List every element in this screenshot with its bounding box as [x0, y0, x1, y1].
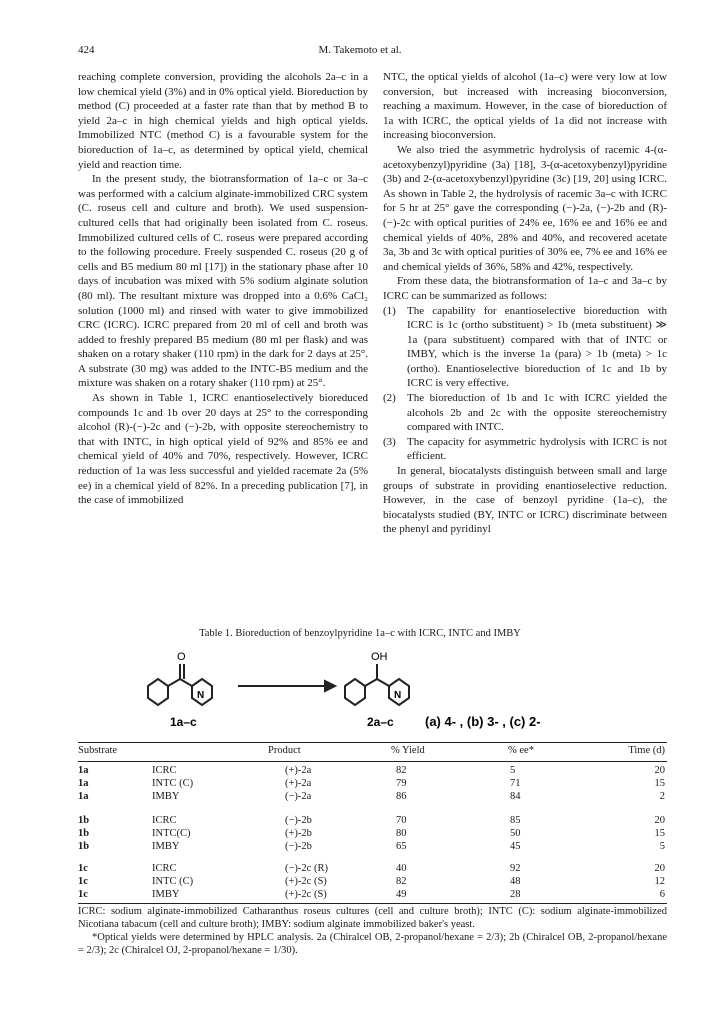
- right-paragraph-3: From these data, the biotransformation of 1a–c and 3a–c by ICRC can be summarized as follows:: [383, 275, 667, 302]
- cell-yield: 65: [396, 841, 407, 852]
- page-number: 424: [78, 44, 95, 56]
- list-item-number: (2): [383, 392, 396, 405]
- cell-substrate: 1b: [78, 828, 90, 839]
- table-footnote-abbreviations: ICRC: sodium alginate-immobilized Catharanthus roseus cultures (cell and culture broth); INTC (C): sodium alginate-immobilized Nicotiana tabacum (cell and culture broth); IMBY: sodium alginate immobilized baker's yeast.: [78, 906, 667, 930]
- cell-product: (−)-2b: [285, 841, 312, 852]
- cell-ee: 85: [510, 815, 521, 826]
- cell-time: 20: [654, 765, 665, 776]
- cell-time: 5: [659, 841, 665, 852]
- list-item-text: The bioreduction of 1b and 1c with ICRC yielded the alcohols 2b and 2c with the opposite stereochemistry compared with INTC.: [407, 392, 667, 434]
- table-row: [78, 828, 667, 841]
- cell-biocatalyst: IMBY: [152, 841, 180, 852]
- list-item-number: (3): [383, 435, 396, 448]
- product-hydroxyl-label: OH: [371, 651, 388, 663]
- header-substrate: Substrate: [78, 745, 118, 756]
- list-item: [383, 435, 667, 464]
- header-ee: % ee*: [508, 745, 534, 756]
- cell-yield: 80: [396, 828, 407, 839]
- table-footnotes: [78, 905, 667, 957]
- cell-yield: 82: [396, 765, 407, 776]
- cell-ee: 5: [510, 765, 516, 776]
- cell-biocatalyst: ICRC: [152, 815, 177, 826]
- cell-biocatalyst: INTC(C): [152, 828, 191, 839]
- table-group-1b: [78, 815, 667, 854]
- reaction-arrow: [238, 681, 335, 691]
- table-row: [78, 815, 667, 828]
- cell-time: 6: [659, 889, 665, 900]
- cell-ee: 92: [510, 863, 521, 874]
- cell-time: 15: [654, 828, 665, 839]
- cell-ee: 48: [510, 876, 521, 887]
- cell-product: (+)-2c (S): [285, 889, 327, 900]
- header-yield: % Yield: [391, 745, 425, 756]
- running-head: M. Takemoto et al.: [318, 44, 402, 56]
- cell-biocatalyst: ICRC: [152, 765, 177, 776]
- cell-product: (+)-2a: [285, 765, 312, 776]
- left-paragraph-3: As shown in Table 1, ICRC enantioselectively bioreduced compounds 1c and 1b over 20 days at 25° to the corresponding alcohol (R)-(−)-2c and (−)-2b, with opposite stereochemistry to that with INTC, in high optical yield of 92% and 85% ee and chemical yield of 40% and 70%, respectively. However, ICRC reduction of 1a was less successful and yielded racemate 2a (5% ee) in a chemical yield of 82%. In a preceding publication [7], in the case of immobilized: [78, 392, 368, 507]
- cell-product: (−)-2c (R): [285, 863, 328, 874]
- table-row: [78, 863, 667, 876]
- cell-ee: 45: [510, 841, 521, 852]
- cell-substrate: 1a: [78, 791, 89, 802]
- reaction-scheme: [140, 646, 620, 736]
- cell-biocatalyst: IMBY: [152, 791, 180, 802]
- cell-yield: 82: [396, 876, 407, 887]
- header-product: Product: [268, 745, 301, 756]
- right-column: [383, 70, 667, 537]
- list-item: [383, 304, 667, 392]
- cell-product: (+)-2c (S): [285, 876, 327, 887]
- substitution-positions: (a) 4- , (b) 3- , (c) 2-: [425, 714, 541, 729]
- table-row: [78, 791, 667, 804]
- cell-product: (−)-2a: [285, 791, 312, 802]
- table-row: [78, 778, 667, 791]
- cell-ee: 84: [510, 791, 521, 802]
- right-paragraph-1: NTC, the optical yields of alcohol (1a–c) were very low at low conversion, but increased with increasing bioconversion, reaching a maximum. However, in the case of bioreduction of 1a with ICRC, the optical yields of 1a did not increase with increasing bioconversion.: [383, 71, 667, 142]
- summary-list: [383, 304, 667, 465]
- table-group-1c: [78, 863, 667, 902]
- cell-substrate: 1b: [78, 815, 90, 826]
- table-top-rule: [78, 742, 667, 743]
- cell-ee: 28: [510, 889, 521, 900]
- cell-yield: 70: [396, 815, 407, 826]
- left-paragraph-2: In the present study, the biotransformation of 1a–c or 3a–c was performed with a calcium alginate-immobilized CRC system (C. roseus cell and culture and broth). We used suspension-cultured cells that had originally been isolated from C. roseus. Immobilized cultured cells of C. roseus were prepared according to the following procedure. Freely suspended C. roseus (20 g of cells and B5 medium 80 ml [17]) in the stationary phase after 10 days of incubation was mixed with 5% sodium alginate solution (80 ml). The resultant mixture was dropped into a 0.6% CaCl₂ solution (1000 ml) and rinsed with water to give immobilized CRC (ICRC). ICRC prepared from 20 ml of cell and broth was added to freshly prepared B5 medium (80 ml per flask) and was shaken on a rotary shaker (110 rpm) in the dark for 2 days at 25°. A substrate (30 mg) was added to the INTC-B5 medium and the mixture was shaken on a rotary shaker (110 rpm) at 25°.: [78, 173, 368, 390]
- table-row: [78, 876, 667, 889]
- reactant-label: 1a–c: [170, 715, 197, 729]
- cell-ee: 71: [510, 778, 521, 789]
- right-paragraph-2: We also tried the asymmetric hydrolysis of racemic 4-(α-acetoxybenzyl)pyridine (3a) [18], 3-(α-acetoxybenzyl)pyridine (3b) and 2-(α-acetoxybenzyl)pyridine (3c) [19, 20] using ICRC. As shown in Table 2, the hydrolysis of racemic 3a–c with ICRC for 5 hr at 25° gave the corresponding (−)-2a, (−)-2b and (R)-(−)-2c with optical purities of 24% ee, 16% ee and 16% ee and chemical yields of 40%, 28% and 40%, and recovered acetate 3a, 3b and 3c with optical purities of 30% ee, 7% ee and 16% ee and chemical yields of 36%, 58% and 42%, respectively.: [383, 143, 667, 273]
- cell-substrate: 1a: [78, 778, 89, 789]
- cell-substrate: 1a: [78, 765, 89, 776]
- list-item-text: The capacity for asymmetric hydrolysis with ICRC is not efficient.: [407, 435, 667, 463]
- list-item: [383, 391, 667, 435]
- cell-time: 20: [654, 815, 665, 826]
- right-paragraph-4: In general, biocatalysts distinguish between small and large groups of substrate in providing enantioselective reduction. However, in the case of benzoyl pyridine (1a–c), the biocatalysts studied (BY, INTC or ICRC) discriminate between the phenyl and pyridinyl: [383, 465, 667, 536]
- header-time: Time (d): [628, 745, 665, 756]
- table-row: [78, 765, 667, 778]
- cell-substrate: 1b: [78, 841, 90, 852]
- cell-time: 2: [659, 791, 665, 802]
- cell-substrate: 1c: [78, 889, 88, 900]
- list-item-text: The capability for enantioselective bioreduction with ICRC is 1c (ortho substituent) > 1b (meta substituent) ≫ 1a (para substituent) compared with that of INTC or IMBY, which is the inverse 1a (para) > 1b (meta) > 1c (ortho). Enantioselective bioreduction of 1c and 1b by ICRC is very effective.: [407, 304, 667, 390]
- table-group-1a: [78, 765, 667, 804]
- cell-product: (+)-2b: [285, 828, 312, 839]
- table-header-row: [78, 745, 667, 758]
- list-item-number: (1): [383, 304, 396, 317]
- table-caption: Table 1. Bioreduction of benzoylpyridine 1a–c with ICRC, INTC and IMBY: [199, 628, 521, 639]
- table-footnote-hplc: *Optical yields were determined by HPLC analysis. 2a (Chiralcel OB, 2-propanol/hexane = 2/3); 2b (Chiralcel OB, 2-propanol/hexane = 2/3); 2c (Chiralcel OJ, 2-propanol/hexane = 1/30).: [78, 932, 667, 956]
- table-header: [78, 745, 667, 758]
- cell-time: 20: [654, 863, 665, 874]
- cell-biocatalyst: INTC (C): [152, 876, 194, 887]
- product-label: 2a–c: [367, 715, 394, 729]
- table-bottom-rule: [78, 903, 667, 904]
- left-paragraph-1: reaching complete conversion, providing the alcohols 2a–c in a low chemical yield (3%) and in 0% optical yield. Bioreduction by method (C) proceeded at a faster rate than that by method B to yield 2a–c in high chemical yields and high optical yields. Immobilized NTC (method C) is a favourable system for the bioreduction of 1a–c, as determined by optical yield, chemical yield and reaction time.: [78, 71, 368, 171]
- cell-yield: 86: [396, 791, 407, 802]
- product-ring-n-label: N: [394, 690, 402, 701]
- table-header-rule: [78, 761, 667, 762]
- cell-biocatalyst: ICRC: [152, 863, 177, 874]
- cell-yield: 79: [396, 778, 407, 789]
- cell-substrate: 1c: [78, 876, 88, 887]
- cell-biocatalyst: IMBY: [152, 889, 180, 900]
- cell-time: 12: [654, 876, 665, 887]
- reactant-ring-n-label: N: [197, 690, 205, 701]
- cell-substrate: 1c: [78, 863, 88, 874]
- table-row: [78, 889, 667, 902]
- table-row: [78, 841, 667, 854]
- cell-product: (−)-2b: [285, 815, 312, 826]
- cell-product: (+)-2a: [285, 778, 312, 789]
- cell-ee: 50: [510, 828, 521, 839]
- cell-yield: 40: [396, 863, 407, 874]
- reactant-oxygen-label: O: [177, 651, 186, 663]
- left-column: [78, 70, 368, 508]
- cell-yield: 49: [396, 889, 407, 900]
- cell-biocatalyst: INTC (C): [152, 778, 194, 789]
- cell-time: 15: [654, 778, 665, 789]
